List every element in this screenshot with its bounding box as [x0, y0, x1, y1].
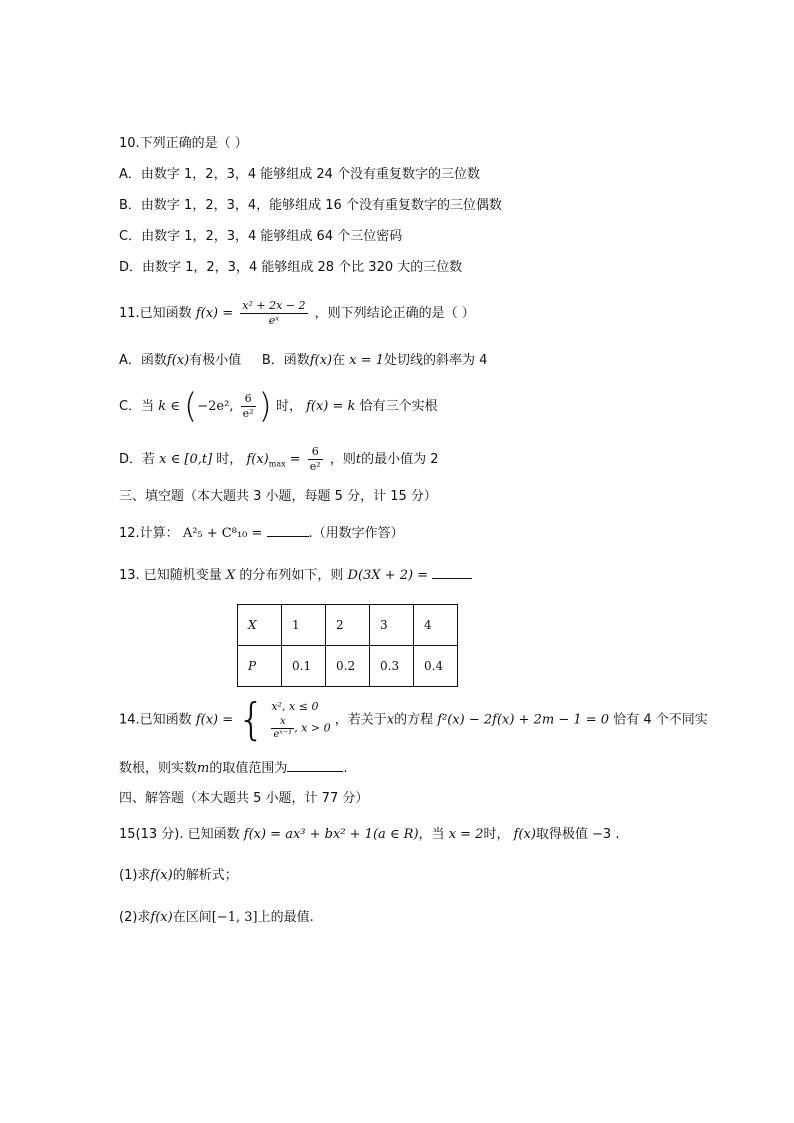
- table-row: [238, 646, 458, 687]
- q11-c-fraction: [241, 392, 256, 421]
- q14-case2: [271, 716, 330, 741]
- q11-b-mid: 在: [332, 353, 346, 368]
- q11-d-pre: D．若: [119, 452, 156, 467]
- table-cell: 3: [370, 605, 414, 646]
- q11-options-ab: [119, 352, 487, 370]
- table-cell: 0.2: [326, 646, 370, 687]
- q12-expr: A²₅ + C⁸₁₀ =: [182, 526, 263, 541]
- q11-d-den: e²: [309, 460, 321, 473]
- q11-b-post: 处切线的斜率为 4: [384, 353, 488, 368]
- q13-prefix: 13. 已知随机变量: [119, 568, 222, 583]
- q11-d-x: x ∈ [0,t]: [159, 452, 213, 467]
- q11-d-max: max: [268, 459, 286, 469]
- q11-c-eq: f(x) = k: [306, 399, 356, 414]
- table-cell: 1: [282, 605, 326, 646]
- q11-c-left: −2e²,: [197, 399, 234, 414]
- left-paren-icon: (: [184, 386, 198, 427]
- q13-expr: D(3X + 2) =: [347, 568, 429, 583]
- q15-p1-post: 的解析式；: [172, 868, 238, 883]
- q11-c-mid: 时，: [275, 399, 302, 414]
- q11-option-c: [119, 388, 438, 426]
- q11-numerator: x² + 2x − 2: [242, 299, 306, 312]
- table-row: [238, 605, 458, 646]
- q14-cases: [271, 698, 330, 741]
- q14-answer-blank: [287, 759, 343, 772]
- q11-c-k: k ∈: [158, 399, 180, 414]
- q10-option-b: B．由数字 1，2，3，4，能够组成 16 个没有重复数字的三位偶数: [119, 198, 502, 213]
- table-cell: 0.4: [414, 646, 458, 687]
- q11-d-fmax: f(x): [246, 452, 269, 467]
- table-cell: 0.3: [370, 646, 414, 687]
- q11-c-pre: C．当: [119, 399, 155, 414]
- q12-suffix: .（用数字作答）: [308, 526, 404, 541]
- q14-case2-cond: , x > 0: [294, 721, 331, 735]
- q11-a-f: f(x): [166, 353, 190, 368]
- q14-x: x: [386, 712, 395, 728]
- q13-x: X: [225, 568, 236, 583]
- q10-option-a: A．由数字 1，2，3，4 能够组成 24 个没有重复数字的三位数: [119, 167, 481, 182]
- table-cell: 2: [326, 605, 370, 646]
- q10-option-c: C．由数字 1，2，3，4 能够组成 64 个三位密码: [119, 229, 403, 244]
- q14-post: 恰有 4 个不同实: [613, 712, 708, 728]
- q14-line2-post: 的取值范围为: [209, 761, 288, 776]
- q14-mid1: ，若关于: [334, 712, 387, 728]
- q15-fx: f(x) = ax³ + bx² + 1(a ∈ R): [243, 827, 419, 842]
- q15-post: 取得极值 −3 .: [535, 827, 620, 842]
- q13-line: [119, 566, 472, 585]
- q14-m: m: [197, 761, 210, 776]
- q15-part2: [119, 909, 314, 927]
- q15-p2-mid: 在区间: [172, 910, 212, 925]
- q13-distribution-table: [237, 604, 458, 687]
- q11-d-t: t: [355, 452, 362, 467]
- q14-case1: x², x ≤ 0: [271, 700, 319, 713]
- q14-case2-num: x: [271, 716, 294, 729]
- q14-line1: [119, 692, 708, 749]
- q11-c-den: e²: [242, 407, 254, 420]
- table-cell: P: [238, 646, 282, 687]
- q14-mid2: 的方程: [394, 712, 434, 728]
- table-cell: 4: [414, 605, 458, 646]
- q11-d-num: 6: [308, 445, 323, 460]
- q15-prefix: 15(13 分). 已知函数: [119, 827, 240, 842]
- q11-d-eq: =: [285, 452, 301, 467]
- q15-part1: [119, 867, 238, 885]
- q15-p2-post: 上的最值.: [257, 910, 314, 925]
- q14-line2-pre: 数根，则实数: [119, 761, 198, 776]
- q15-p2-interval: [−1, 3]: [211, 910, 258, 925]
- right-paren-icon: ): [258, 386, 272, 427]
- q11-stem: [119, 296, 475, 332]
- q11-b-pre: B．函数: [261, 353, 310, 368]
- q15-stem: [119, 826, 619, 844]
- q14-case2-den: eˣ⁻¹: [273, 729, 293, 740]
- q15-p1-f: f(x): [150, 868, 173, 883]
- q11-d-mid: 时，: [216, 452, 243, 467]
- q14-case2-fraction: [271, 716, 294, 741]
- q11-fraction: [240, 299, 307, 328]
- q10-option-d: D．由数字 1，2，3，4 能够组成 28 个比 320 大的三位数: [119, 260, 463, 275]
- q15-p2-pre: (2)求: [119, 910, 151, 925]
- q10-stem: 10.下列正确的是（ ）: [119, 136, 248, 151]
- q14-prefix: 14.已知函数: [119, 712, 192, 728]
- q15-f: f(x): [513, 827, 536, 842]
- q14-fx: f(x) =: [195, 712, 234, 728]
- left-brace-icon: {: [237, 693, 266, 745]
- q15-mid: ，当: [418, 827, 445, 842]
- q11-d-post2: 的最小值为 2: [361, 452, 439, 467]
- q11-a-pre: A．函数: [119, 353, 167, 368]
- q14-piecewise: [237, 692, 330, 748]
- q14-equation: f²(x) − 2f(x) + 2m − 1 = 0: [437, 712, 610, 728]
- q11-suffix: ，则下列结论正确的是（ ）: [314, 306, 475, 321]
- q11-c-post: 恰有三个实根: [359, 399, 438, 414]
- q14-line2-end: .: [343, 761, 348, 776]
- table-cell: X: [238, 605, 282, 646]
- q11-b-f: f(x): [309, 353, 333, 368]
- q12-prefix: 12.计算：: [119, 526, 179, 541]
- q11-prefix: 11.已知函数: [119, 306, 192, 321]
- q11-function: f(x) =: [195, 306, 234, 321]
- q11-c-num: 6: [241, 392, 256, 407]
- q15-x2: x = 2: [448, 827, 484, 842]
- q11-b-x: x = 1: [349, 353, 385, 368]
- q15-p1-pre: (1)求: [119, 868, 151, 883]
- q11-a-post: 有极小值: [189, 353, 242, 368]
- q15-p2-f: f(x): [150, 910, 173, 925]
- q12-answer-blank: [267, 524, 309, 537]
- section-three-heading: 三、填空题（本大题共 3 小题，每题 5 分，计 15 分）: [119, 489, 437, 504]
- q12-line: [119, 524, 404, 543]
- table-cell: 0.1: [282, 646, 326, 687]
- q14-line2: [119, 759, 348, 778]
- q13-mid: 的分布列如下，则: [239, 568, 344, 583]
- q13-answer-blank: [432, 566, 472, 579]
- q15-mid2: 时，: [483, 827, 510, 842]
- q11-d-post1: ，则: [329, 452, 356, 467]
- q11-option-d: [119, 442, 439, 483]
- q11-denominator: eˣ: [268, 314, 280, 327]
- section-four-heading: 四、解答题（本大题共 5 小题，计 77 分）: [119, 791, 369, 806]
- q11-d-fraction: [308, 445, 323, 474]
